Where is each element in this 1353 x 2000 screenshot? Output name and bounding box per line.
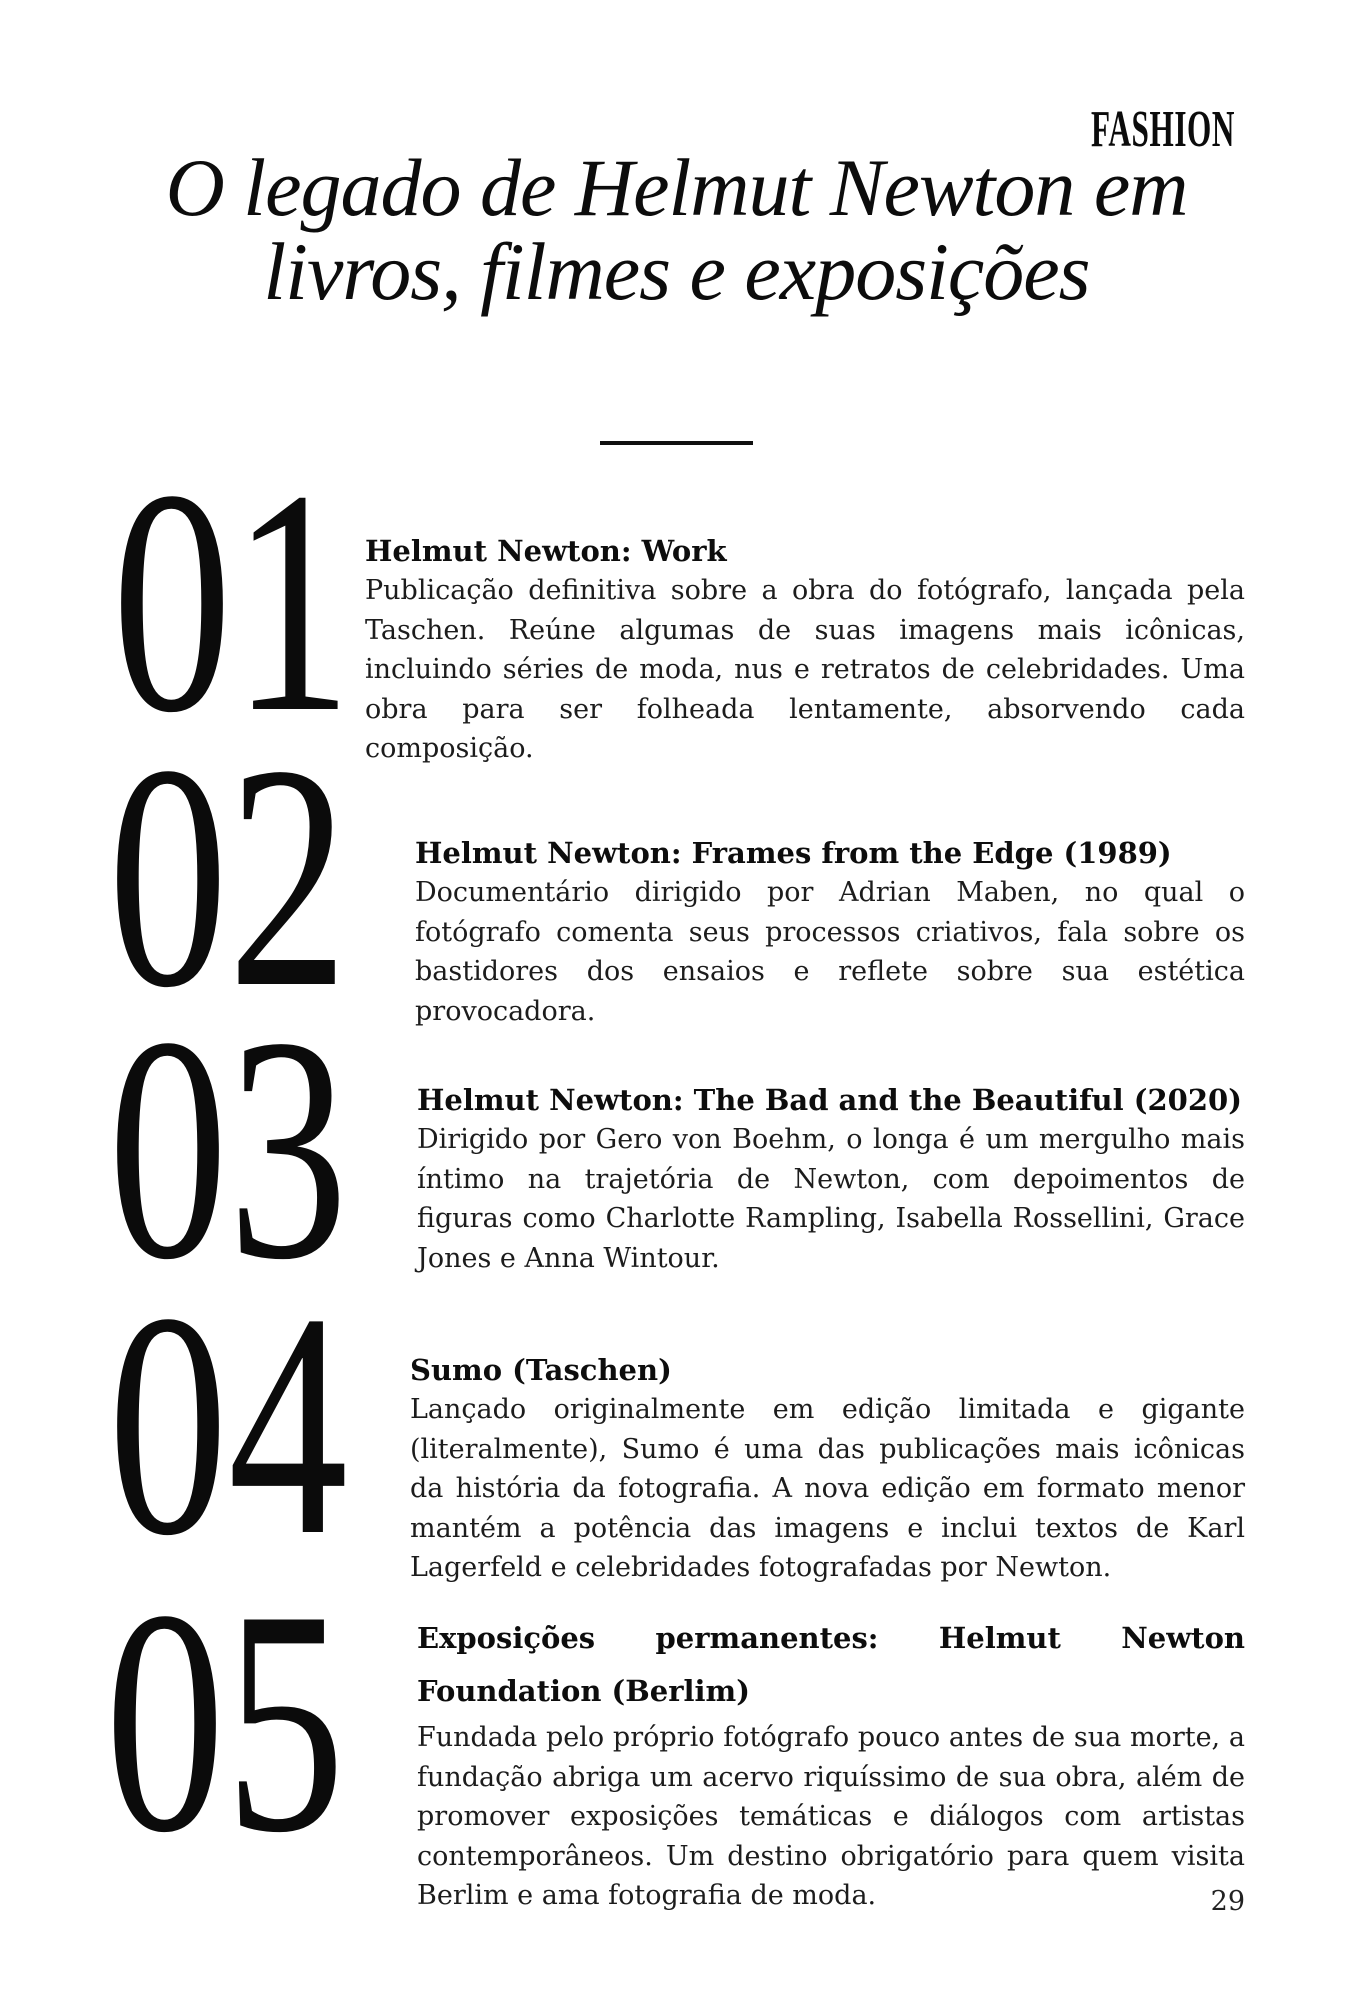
item-body: Documentário dirigido por Adrian Maben, no qual o fotógrafo comenta seus processos criativos, fala sobre os bastidores dos ensaios e reflete sobre sua estética provocadora. [415,877,1245,1027]
page-title-line-2: livros, filmes e exposições [263,226,1090,317]
page-number: 29 [1210,1886,1245,1917]
page-title-line-1: O legado de Helmut Newton em [165,142,1188,233]
item-text-block [417,1080,1245,1278]
title-divider [600,441,753,445]
item-heading: Helmut Newton: Frames from the Edge (1989) [415,836,1172,870]
item-heading: Helmut Newton: Work [365,534,727,568]
item-body: Fundada pelo próprio fotógrafo pouco antes de sua morte, a fundação abriga um acervo riquíssimo de sua obra, além de promover exposições temáticas e diálogos com artistas contemporâneos. Um destino obrigatório para quem visita Berlim e ama fotografia de moda. [417,1722,1245,1911]
item-text-block [417,1612,1245,1916]
item-number: 02 [108,700,348,1054]
item-text-block [410,1350,1245,1588]
item-heading: Helmut Newton: The Bad and the Beautiful (2020) [417,1083,1242,1117]
item-text-block [365,531,1245,769]
item-number: 01 [112,425,352,779]
item-number: 04 [108,1248,348,1602]
item-body: Lançado originalmente em edição limitada e gigante (literalmente), Sumo é uma das publicações mais icônicas da história da fotografia. A nova edição em formato menor mantém a potência das imagens e inclui textos de Karl Lagerfeld e celebridades fotografadas por Newton. [410,1394,1245,1583]
item-heading: Sumo (Taschen) [410,1353,672,1387]
page-title [0,142,1353,317]
item-number: 05 [105,1545,345,1899]
item-number: 03 [108,972,348,1326]
item-heading: Exposições permanentes: Helmut Newton Foundation (Berlim) [417,1621,1245,1708]
item-text-block [415,833,1245,1031]
item-body: Publicação definitiva sobre a obra do fotógrafo, lançada pela Taschen. Reúne algumas de suas imagens mais icônicas, incluindo séries de moda, nus e retratos de celebridades. Uma obra para ser folheada lentamente, absorvendo cada composição. [365,575,1245,764]
category-label: FASHION [1090,101,1235,158]
item-body: Dirigido por Gero von Boehm, o longa é um mergulho mais íntimo na trajetória de Newton, com depoimentos de figuras como Charlotte Rampling, Isabella Rossellini, Grace Jones e Anna Wintour. [417,1124,1245,1274]
